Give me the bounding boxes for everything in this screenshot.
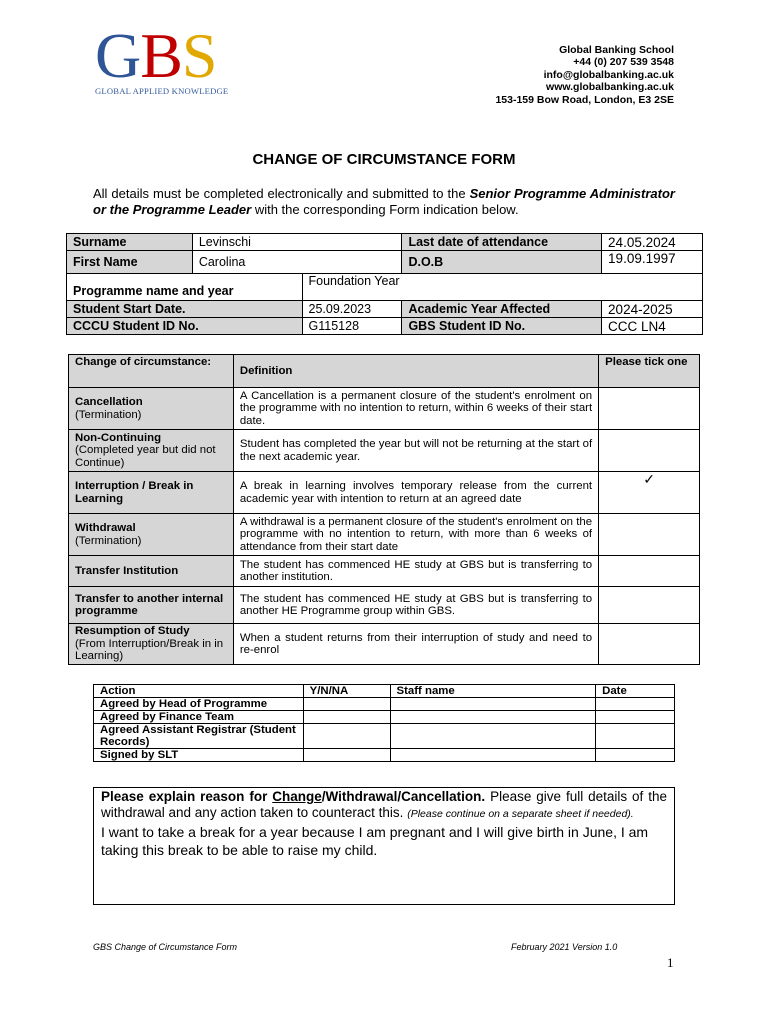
table-row [94,749,675,762]
staff-name-cell[interactable] [390,698,596,711]
staff-name-cell[interactable] [390,724,596,749]
tick-box[interactable] [599,514,700,556]
contact-block [495,44,674,106]
cccu-id-label: CCCU Student ID No. [67,318,303,335]
tick-box[interactable] [599,388,700,430]
ynna-cell[interactable] [303,724,390,749]
cccu-id-value[interactable]: G115128 [302,318,402,335]
logo-tagline: GLOBAL APPLIED KNOWLEDGE [95,86,229,96]
table-row [94,698,675,711]
definition-cell: When a student returns from their interruption of study and need to re-enrol [233,624,598,665]
circumstance-name-cell [69,388,234,430]
ynna-cell[interactable] [303,749,390,762]
address: 153-159 Bow Road, London, E3 2SE [495,93,674,106]
gbs-id-value[interactable]: CCC LN4 [602,318,703,335]
intro-part2: with the corresponding Form indication below. [251,202,519,217]
surname-label: Surname [67,234,193,251]
circumstance-name: Non-Continuing [75,431,162,444]
circumstance-sub: (Termination) [75,534,142,547]
table-row [67,318,703,335]
intro-emphasis: Senior Programme Administrator or the Programme Leader [93,186,675,217]
action-label: Agreed Assistant Registrar (Student Records) [94,724,304,749]
header-ynna: Y/N/NA [303,685,390,698]
academic-year-value[interactable]: 2024-2025 [602,301,703,318]
website-link[interactable]: www.globalbanking.ac.uk [546,81,674,94]
logo-letter-g: G [95,20,141,91]
gbs-logo [95,20,245,98]
tick-box[interactable] [599,624,700,665]
first-name-label: First Name [67,251,193,274]
table-row [94,724,675,749]
circumstance-name-cell: Interruption / Break in Learning [69,472,234,514]
date-cell[interactable] [596,749,675,762]
academic-year-label: Academic Year Affected [402,301,602,318]
phone: +44 (0) 207 539 3548 [573,56,674,69]
table-row [69,624,700,665]
last-attendance-value[interactable]: 24.05.2024 [602,234,703,251]
definition-cell: A Cancellation is a permanent closure of the student's enrolment on the programme with no intention to return, within 6 weeks of their start date. [233,388,598,430]
circumstance-name-cell [69,624,234,665]
reason-prompt-b: /Withdrawal/Cancellation. [321,789,486,804]
reason-note: (Please continue on a separate sheet if needed). [407,808,634,820]
student-details-table [66,233,703,335]
first-name-value[interactable]: Carolina [192,251,402,274]
tick-box[interactable] [599,430,700,472]
action-label: Signed by SLT [94,749,304,762]
circumstance-table [68,354,700,665]
reason-prompt-a: Please explain reason for [101,789,273,804]
header-date: Date [596,685,675,698]
circumstance-name-cell: Transfer Institution [69,556,234,587]
reason-prompt [101,789,667,822]
start-date-value[interactable]: 25.09.2023 [302,301,402,318]
circumstance-sub: (From Interruption/Break in in Learning) [75,637,224,663]
reason-box[interactable] [93,787,675,905]
definition-cell: A break in learning involves temporary release from the current academic year with intention to return at an agreed date [233,472,598,514]
intro-part1: All details must be completed electronically and submitted to the [93,186,470,201]
last-attendance-label: Last date of attendance [402,234,602,251]
table-row [67,301,703,318]
action-label: Agreed by Finance Team [94,711,304,724]
ynna-cell[interactable] [303,698,390,711]
footer-version: February 2021 Version 1.0 [511,942,618,952]
staff-name-cell[interactable] [390,711,596,724]
gbs-id-label: GBS Student ID No. [402,318,602,335]
definition-cell: The student has commenced HE study at GBS but is transferring to another HE Programme group within GBS. [233,587,598,624]
dob-label: D.O.B [402,251,602,274]
table-row [67,251,703,274]
staff-name-cell[interactable] [390,749,596,762]
table-header-row [94,685,675,698]
circumstance-sub: (Termination) [75,408,142,421]
header-definition: Definition [233,355,598,388]
programme-value[interactable]: Foundation Year [302,274,702,301]
table-header-row [69,355,700,388]
table-row [94,711,675,724]
circumstance-name: Withdrawal [75,522,136,535]
reason-text[interactable]: I want to take a break for a year because I am pregnant and I will give birth in June, I am taking this break to be able to raise my child. [101,824,649,858]
intro-text [93,186,675,218]
action-table [93,684,675,762]
circumstance-name-cell: Transfer to another internal programme [69,587,234,624]
programme-label: Programme name and year [67,274,303,301]
tick-box[interactable]: ✓ [599,472,700,514]
circumstance-name: Resumption of Study [75,625,190,638]
date-cell[interactable] [596,711,675,724]
logo-letter-b: B [140,20,182,91]
table-row [69,388,700,430]
table-row [69,472,700,514]
footer-form-name: GBS Change of Circumstance Form [93,942,238,952]
circumstance-name: Cancellation [75,396,143,409]
tick-box[interactable] [599,587,700,624]
surname-value[interactable]: Levinschi [192,234,402,251]
circumstance-name-cell [69,514,234,556]
page-number: 1 [667,955,674,970]
header-staff-name: Staff name [390,685,596,698]
circumstance-sub: (Completed year but did not Continue) [75,444,216,469]
header-change: Change of circumstance: [69,355,234,388]
reason-prompt-change: Change [272,789,322,804]
table-row [69,430,700,472]
header-action: Action [94,685,304,698]
header-tick: Please tick one [599,355,700,388]
definition-cell: Student has completed the year but will not be returning at the start of the next academic year. [233,430,598,472]
date-cell[interactable] [596,698,675,711]
definition-cell: The student has commenced HE study at GBS but is transferring to another institution. [233,556,598,587]
logo-letter-s: S [181,20,217,91]
date-cell[interactable] [596,724,675,749]
action-label: Agreed by Head of Programme [94,698,304,711]
table-row [69,514,700,556]
table-row [67,274,703,301]
school-name: Global Banking School [559,44,674,56]
tick-box[interactable] [599,556,700,587]
ynna-cell[interactable] [303,711,390,724]
table-row [67,234,703,251]
circumstance-name-cell [69,430,234,472]
table-row [69,587,700,624]
table-row [69,556,700,587]
definition-cell: A withdrawal is a permanent closure of the student's enrolment on the programme with no intention to return, with more than 6 weeks of attendance from their start date [233,514,598,556]
reason-prompt-c: Please give full details of the withdrawal and any action taken to counteract this. [101,789,667,820]
email-link[interactable]: info@globalbanking.ac.uk [543,68,674,81]
form-title: CHANGE OF CIRCUMSTANCE FORM [252,151,516,168]
dob-value[interactable]: 19.09.1997 [602,251,703,274]
start-date-label: Student Start Date. [67,301,303,318]
